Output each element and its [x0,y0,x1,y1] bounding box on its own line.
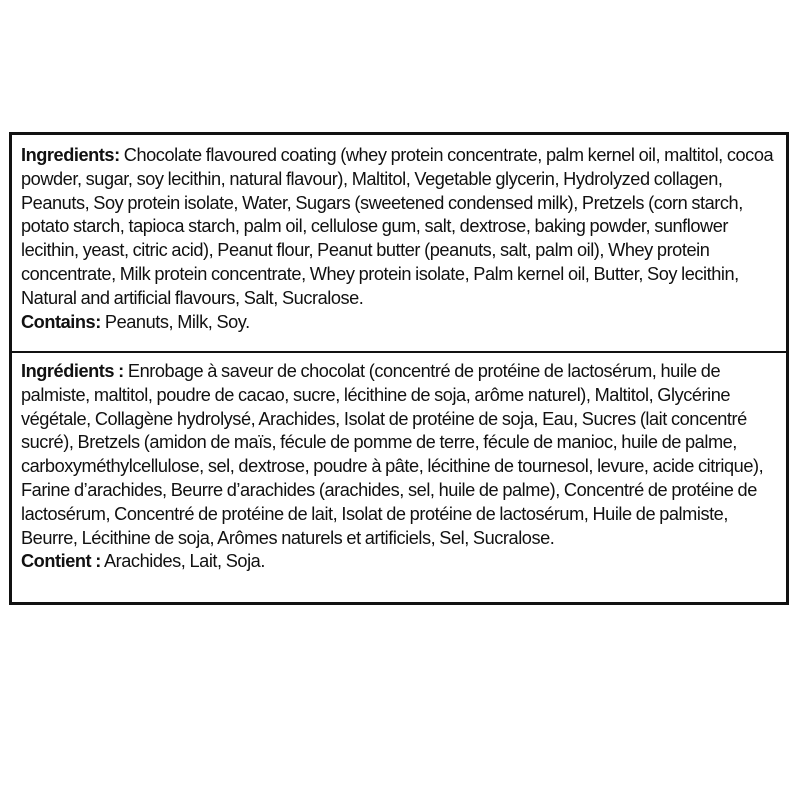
english-ingredients-list: Chocolate flavoured coating (whey protein concentrate, palm kernel oil, maltitol, cocoa powder, sugar, soy lecithin, natural flavour), Maltitol, Vegetable glycerin, Hydrolyzed collagen, Peanuts, Soy protein isolate, Water, Sugars (sweetened condensed milk), Pretzels (corn starch, potato starch, tapioca starch, palm oil, cellulose gum, salt, dextrose, baking powder, sunflower lecithin, yeast, citric acid), Peanut flour, Peanut butter (peanuts, salt, palm oil), Whey protein concentrate, Milk protein concentrate, Whey protein isolate, Palm kernel oil, Butter, Soy lecithin, Natural and artificial flavours, Salt, Sucralose. [21,145,774,308]
language-divider [12,351,786,353]
french-contains-heading: Contient : [21,551,101,572]
english-allergen-list: Peanuts, Milk, Soy. [104,311,250,332]
english-ingredients-section [21,144,777,334]
english-allergen-statement [21,311,777,335]
french-ingredients-list: Enrobage à saveur de chocolat (concentré de protéine de lactosérum, huile de palmiste, maltitol, poudre de cacao, sucre, lécithine de soja, arôme naturel), Maltitol, Glycérine végétale, Collagène hydrolysé, Arachides, Isolat de protéine de soja, Eau, Sucres (lait concentré sucré), Bretzels (amidon de maïs, fécule de pomme de terre, fécule de manioc, huile de palme, carboxyméthylcellulose, sel, dextrose, poudre à pâte, lécithine de tournesol, levure, acide citrique), Farine d’arachides, Beurre d’arachides (arachides, sel, huile de palme), Concentré de protéine de lactosérum, Concentré de protéine de lait, Isolat de protéine de lactosérum, Huile de palmiste, Beurre, Lécithine de soja, Arômes naturels et artificiels, Sel, Sucralose. [21,361,764,548]
english-ingredients-heading: Ingredients: [21,145,120,165]
ingredients-label-panel [9,132,789,605]
french-ingredients-paragraph [21,360,777,550]
english-ingredients-paragraph [21,144,777,311]
french-allergen-statement [21,550,777,574]
french-ingredients-heading: Ingrédients : [21,361,124,381]
french-allergen-list: Arachides, Lait, Soja. [103,551,265,572]
english-contains-heading: Contains: [21,311,101,332]
french-ingredients-section [21,360,777,574]
